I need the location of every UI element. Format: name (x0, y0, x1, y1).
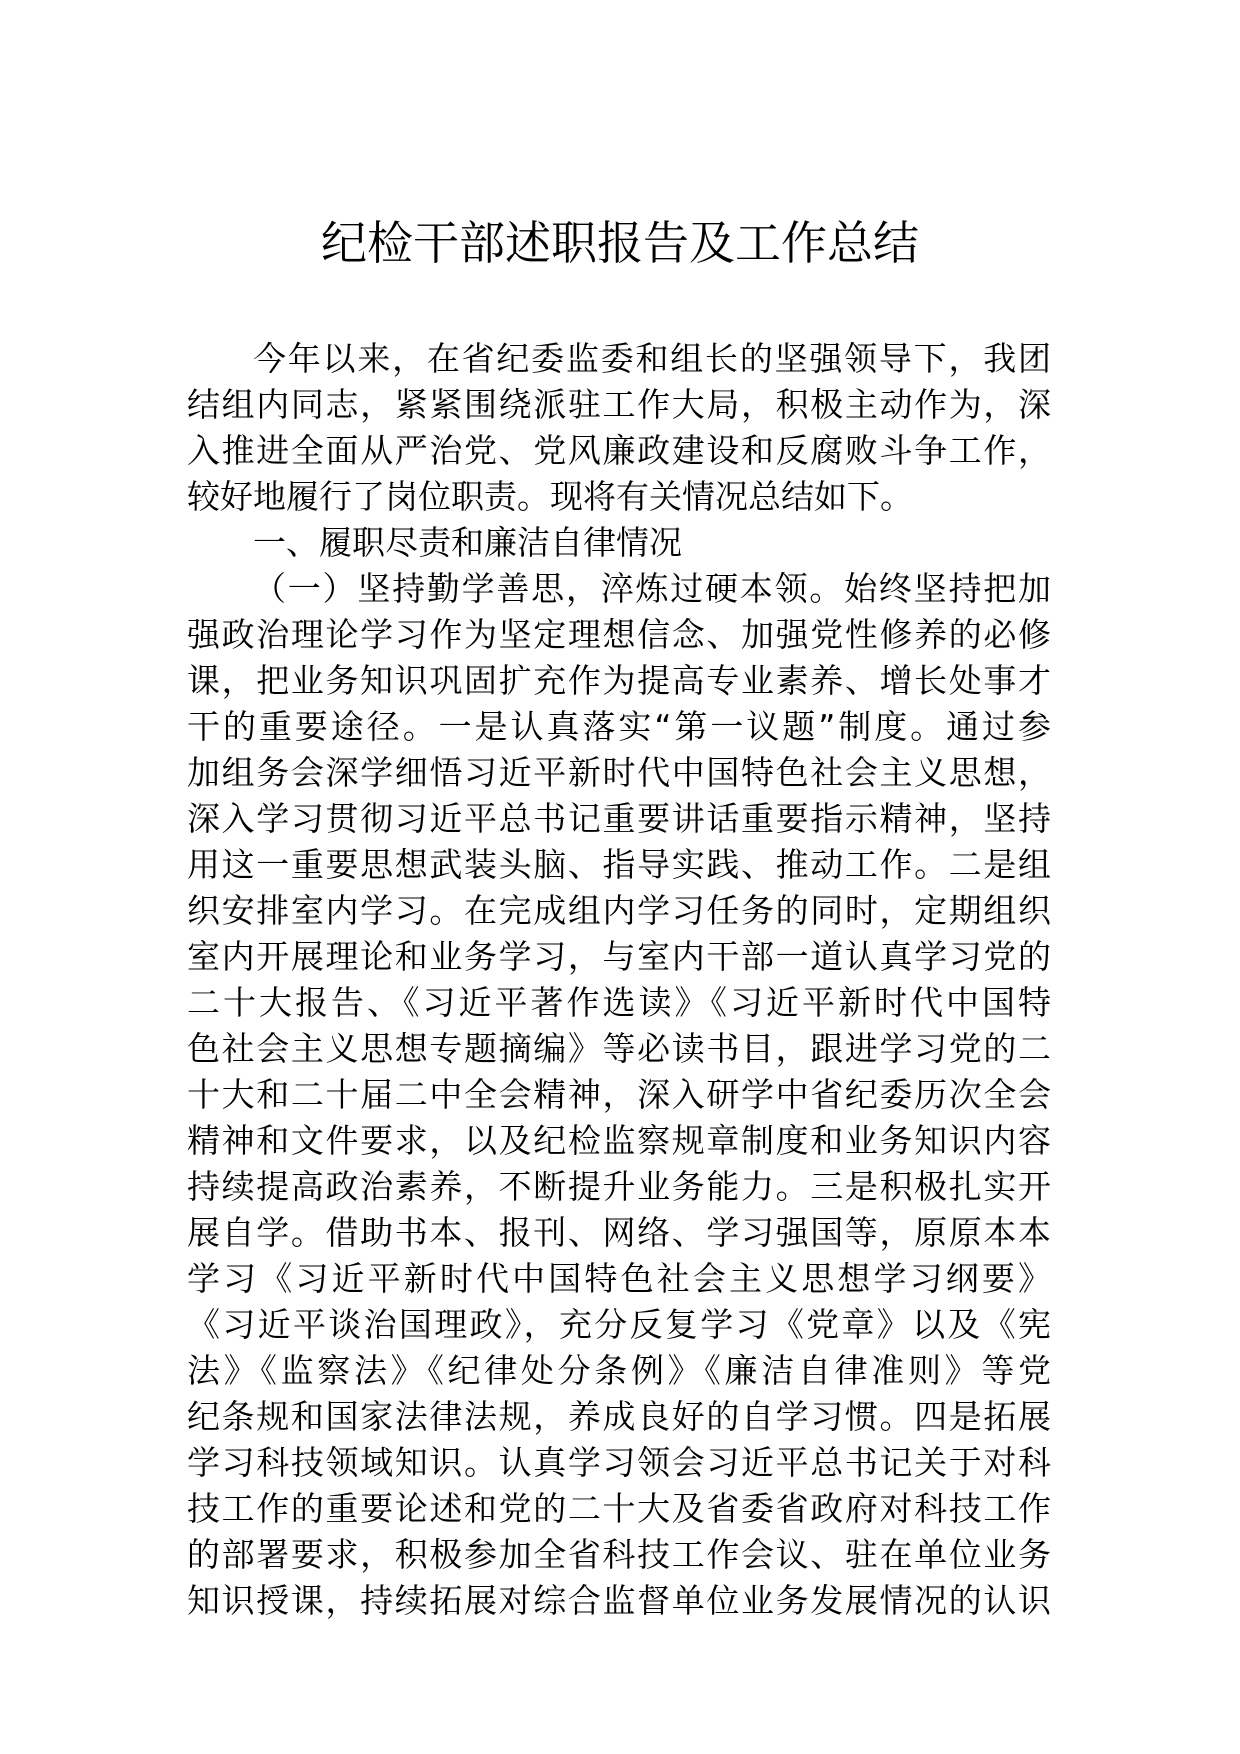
body-line: （一）坚持勤学善思，淬炼过硬本领。始终坚持把加 (253, 569, 1051, 608)
body-line: 今年以来，在省纪委监委和组长的坚强领导下，我团 (253, 339, 1051, 378)
body-line: 的部署要求，积极参加全省科技工作会议、驻在单位业务 (187, 1535, 1051, 1574)
body-line: 持续提高政治素养，不断提升业务能力。三是积极扎实开 (187, 1167, 1051, 1206)
body-line: 精神和文件要求，以及纪检监察规章制度和业务知识内容 (187, 1121, 1051, 1160)
body-line: 展自学。借助书本、报刊、网络、学习强国等，原原本本 (187, 1213, 1051, 1252)
body-line: 较好地履行了岗位职责。现将有关情况总结如下。 (187, 477, 913, 516)
body-line: 学习科技领域知识。认真学习领会习近平总书记关于对科 (187, 1443, 1051, 1482)
body-line: 法》《监察法》《纪律处分条例》《廉洁自律准则》等党 (187, 1351, 1051, 1390)
body-line: 十大和二十届二中全会精神，深入研学中省纪委历次全会 (187, 1075, 1051, 1114)
body-line: 织安排室内学习。在完成组内学习任务的同时，定期组织 (187, 891, 1051, 930)
body-line: 色社会主义思想专题摘编》等必读书目，跟进学习党的二 (187, 1029, 1051, 1068)
body-line: 深入学习贯彻习近平总书记重要讲话重要指示精神，坚持 (187, 799, 1051, 838)
body-line: 《习近平谈治国理政》，充分反复学习《党章》以及《宪 (187, 1305, 1051, 1344)
body-line: 结组内同志，紧紧围绕派驻工作大局，积极主动作为，深 (187, 385, 1051, 424)
body-line: 用这一重要思想武装头脑、指导实践、推动工作。二是组 (187, 845, 1051, 884)
body-line: 纪条规和国家法律法规，养成良好的自学习惯。四是拓展 (187, 1397, 1051, 1436)
body-line: 室内开展理论和业务学习，与室内干部一道认真学习党的 (187, 937, 1051, 976)
body-line: 加组务会深学细悟习近平新时代中国特色社会主义思想， (187, 753, 1051, 792)
body-line: 技工作的重要论述和党的二十大及省委省政府对科技工作 (187, 1489, 1051, 1528)
body-line: 干的重要途径。一是认真落实“第一议题”制度。通过参 (187, 707, 1051, 746)
document-title: 纪检干部述职报告及工作总结 (321, 216, 919, 270)
body-line: 知识授课，持续拓展对综合监督单位业务发展情况的认识 (187, 1581, 1051, 1620)
body-line: 一、履职尽责和廉洁自律情况 (253, 523, 682, 562)
body-line: 学习《习近平新时代中国特色社会主义思想学习纲要》 (187, 1259, 1051, 1298)
body-line: 二十大报告、《习近平著作选读》《习近平新时代中国特 (187, 983, 1051, 1022)
body-line: 入推进全面从严治党、党风廉政建设和反腐败斗争工作， (187, 431, 1051, 470)
document-body (187, 336, 1051, 1624)
body-line: 强政治理论学习作为坚定理想信念、加强党性修养的必修 (187, 615, 1051, 654)
body-line: 课，把业务知识巩固扩充作为提高专业素养、增长处事才 (187, 661, 1051, 700)
